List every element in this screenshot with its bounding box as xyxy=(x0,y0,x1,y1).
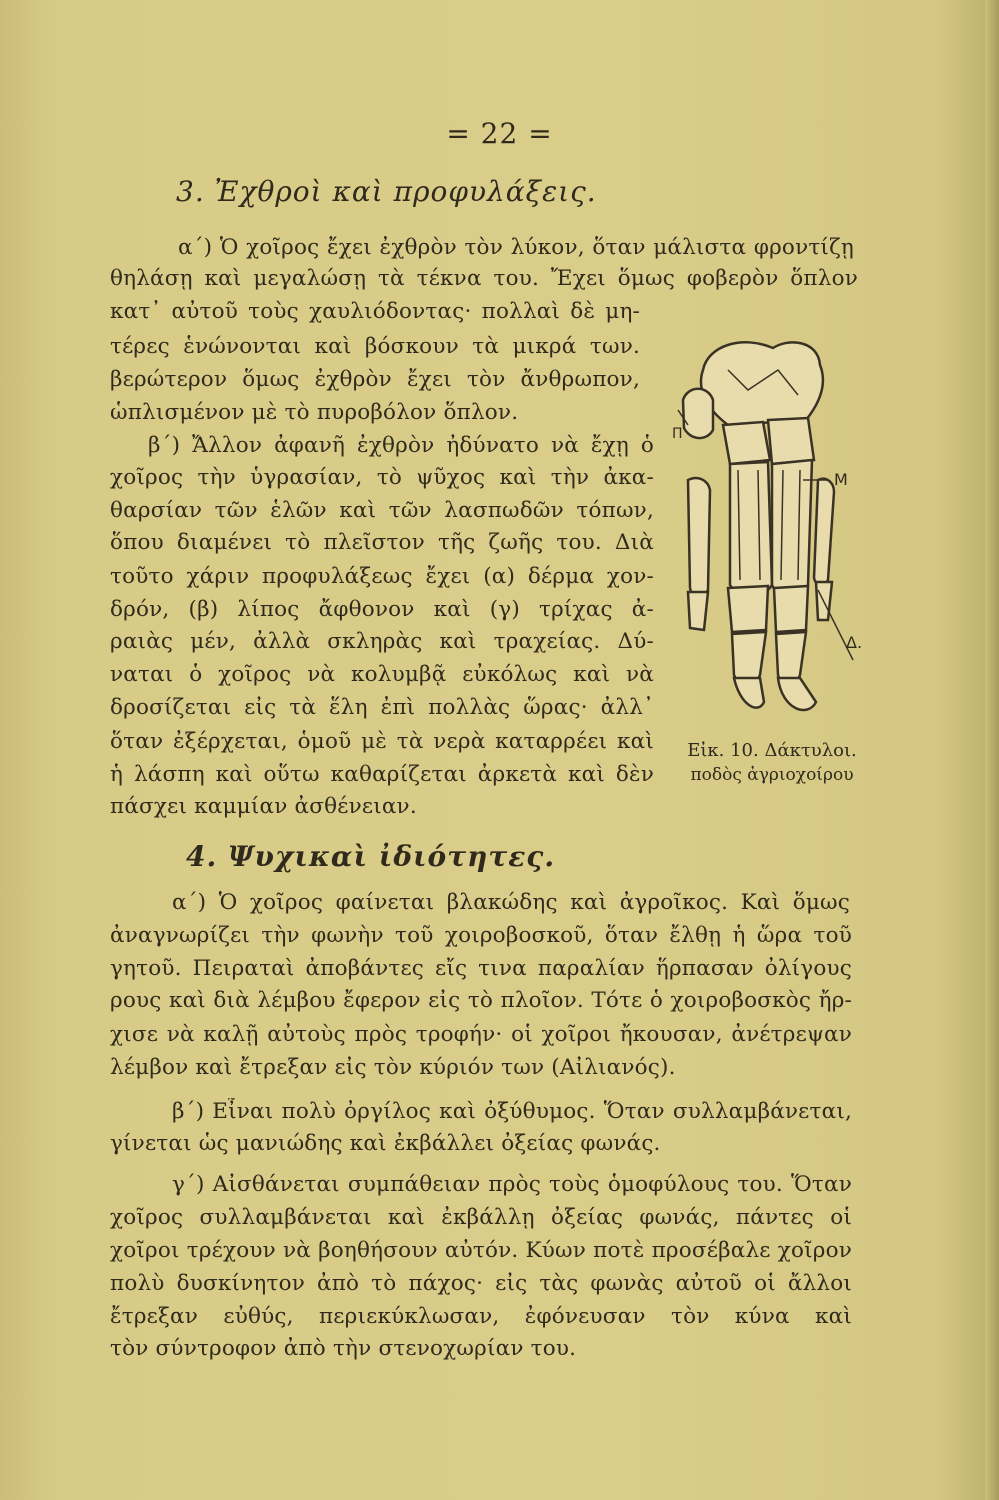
s4-line-3: γητοῦ. Πειραταὶ ἀποβάντες εἴς τινα παραλίαν ἥρπασαν ὀλίγους xyxy=(110,956,852,981)
s4-line-2: ἀναγνωρίζει τὴν φωνὴν τοῦ χοιροβοσκοῦ, ὅταν ἔλθῃ ἡ ὥρα τοῦ xyxy=(110,923,852,948)
s4-line-8: γίνεται ὡς μανιώδης καὶ ἐκβάλλει ὀξείας φωνάς. xyxy=(110,1131,661,1156)
figure-label-m: Μ xyxy=(834,470,848,489)
s3-line-4: τέρες ἑνώνονται καὶ βόσκουν τὰ μικρά των. xyxy=(110,334,640,359)
s3-line-15: δροσίζεται εἰς τὰ ἕλη ἐπὶ πολλὰς ὥρας· ἀλλ᾽ xyxy=(110,695,654,720)
s3-line-3: κατ᾽ αὐτοῦ τοὺς χαυλιόδοντας· πολλαὶ δὲ μη- xyxy=(110,299,640,324)
s4-line-7: β΄) Εἶναι πολὺ ὀργίλος καὶ ὀξύθυμος. Ὅταν συλλαμβάνεται, xyxy=(172,1099,852,1124)
section-4-heading: 4. Ψυχικαὶ ἰδιότητες. xyxy=(186,840,556,873)
s4-line-5: χισε νὰ καλῇ αὐτοὺς πρὸς τροφήν· οἱ χοῖροι ἤκουσαν, ἀνέτρεψαν xyxy=(110,1022,852,1047)
s4-line-9: γ΄) Αἰσθάνεται συμπάθειαν πρὸς τοὺς ὁμοφύλους του. Ὅταν xyxy=(172,1172,852,1197)
section-3-heading: 3. Ἐχθροὶ καὶ προφυλάξεις. xyxy=(176,175,597,208)
s3-line-16: ὅταν ἐξέρχεται, ὁμοῦ μὲ τὰ νερὰ καταρρέει καὶ xyxy=(110,729,654,754)
figure-label-d: Δ. xyxy=(846,633,863,652)
s3-line-7: β΄) Ἄλλον ἀφανῆ ἐχθρὸν ἠδύνατο νὰ ἔχῃ ὁ xyxy=(148,433,654,458)
s4-line-4: ρους καὶ διὰ λέμβου ἔφερον εἰς τὸ πλοῖον. Τότε ὁ χοιροβοσκὸς ἤρ- xyxy=(110,988,852,1013)
s3-line-5: βερώτερον ὅμως ἐχθρὸν ἔχει τὸν ἄνθρωπον, xyxy=(110,367,640,392)
s3-line-8: χοῖρος τὴν ὑγρασίαν, τὸ ψῦχος καὶ τὴν ἀκα- xyxy=(110,465,654,490)
figure-label-p: Π xyxy=(672,426,683,442)
s4-line-11: χοῖροι τρέχουν νὰ βοηθήσουν αὐτόν. Κύων ποτὲ προσέβαλε χοῖρον xyxy=(110,1238,852,1263)
s3-line-17: ἡ λάσπη καὶ οὕτω καθαρίζεται ἀρκετὰ καὶ δὲν xyxy=(110,762,654,787)
s4-line-10: χοῖρος συλλαμβάνεται καὶ ἐκβάλλῃ ὀξείας φωνάς, πάντες οἱ xyxy=(110,1205,852,1230)
s3-line-14: ναται ὁ χοῖρος νὰ κολυμβᾷ εὐκόλως καὶ νὰ xyxy=(110,662,654,687)
page-edge-shadow xyxy=(985,0,999,1500)
figure-caption-line-1: Εἰκ. 10. Δάκτυλοι. xyxy=(687,740,857,761)
page-number: = 22 = xyxy=(446,117,553,150)
s3-line-18: πάσχει καμμίαν ἀσθένειαν. xyxy=(110,794,417,819)
s3-line-13: ραιὰς μέν, ἀλλὰ σκληρὰς καὶ τραχείας. Δύ- xyxy=(110,629,654,654)
s4-line-13: ἔτρεξαν εὐθύς, περιεκύκλωσαν, ἐφόνευσαν τὸν κύνα καὶ xyxy=(110,1304,852,1329)
s4-line-6: λέμβον καὶ ἔτρεξαν εἰς τὸν κύριόν των (Αἰλιανός). xyxy=(110,1055,676,1080)
s3-line-12: δρόν, (β) λίπος ἄφθονον καὶ (γ) τρίχας ἀ- xyxy=(110,597,654,622)
s3-line-6: ὡπλισμένον μὲ τὸ πυροβόλον ὅπλον. xyxy=(110,400,519,425)
s4-line-12: πολὺ δυσκίνητον ἀπὸ τὸ πάχος· εἰς τὰς φωνὰς αὐτοῦ οἱ ἄλλοι xyxy=(110,1271,852,1296)
s3-line-11: τοῦτο χάριν προφυλάξεως ἔχει (α) δέρμα χον- xyxy=(110,564,654,589)
s4-line-1: α΄) Ὁ χοῖρος φαίνεται βλακώδης καὶ ἀγροῖκος. Καὶ ὅμως xyxy=(172,890,850,915)
s3-line-9: θαρσίαν τῶν ἑλῶν καὶ τῶν λασπωδῶν τόπων, xyxy=(110,498,654,523)
s4-line-14: τὸν σύντροφον ἀπὸ τὴν στενοχωρίαν του. xyxy=(110,1336,577,1361)
s3-line-1: α΄) Ὁ χοῖρος ἔχει ἐχθρὸν τὸν λύκον, ὅταν μάλιστα φροντίζῃ xyxy=(178,235,854,260)
s3-line-10: ὅπου διαμένει τὸ πλεῖστον τῆς ζωῆς του. Διὰ xyxy=(110,530,654,555)
s3-line-2: θηλάσῃ καὶ μεγαλώσῃ τὰ τέκνα του. Ἔχει ὅμως φοβερὸν ὅπλον xyxy=(110,266,858,291)
figure-caption-line-2: ποδὸς ἀγριοχοίρου xyxy=(690,765,854,785)
boar-foot-bones-illustration xyxy=(668,330,868,730)
